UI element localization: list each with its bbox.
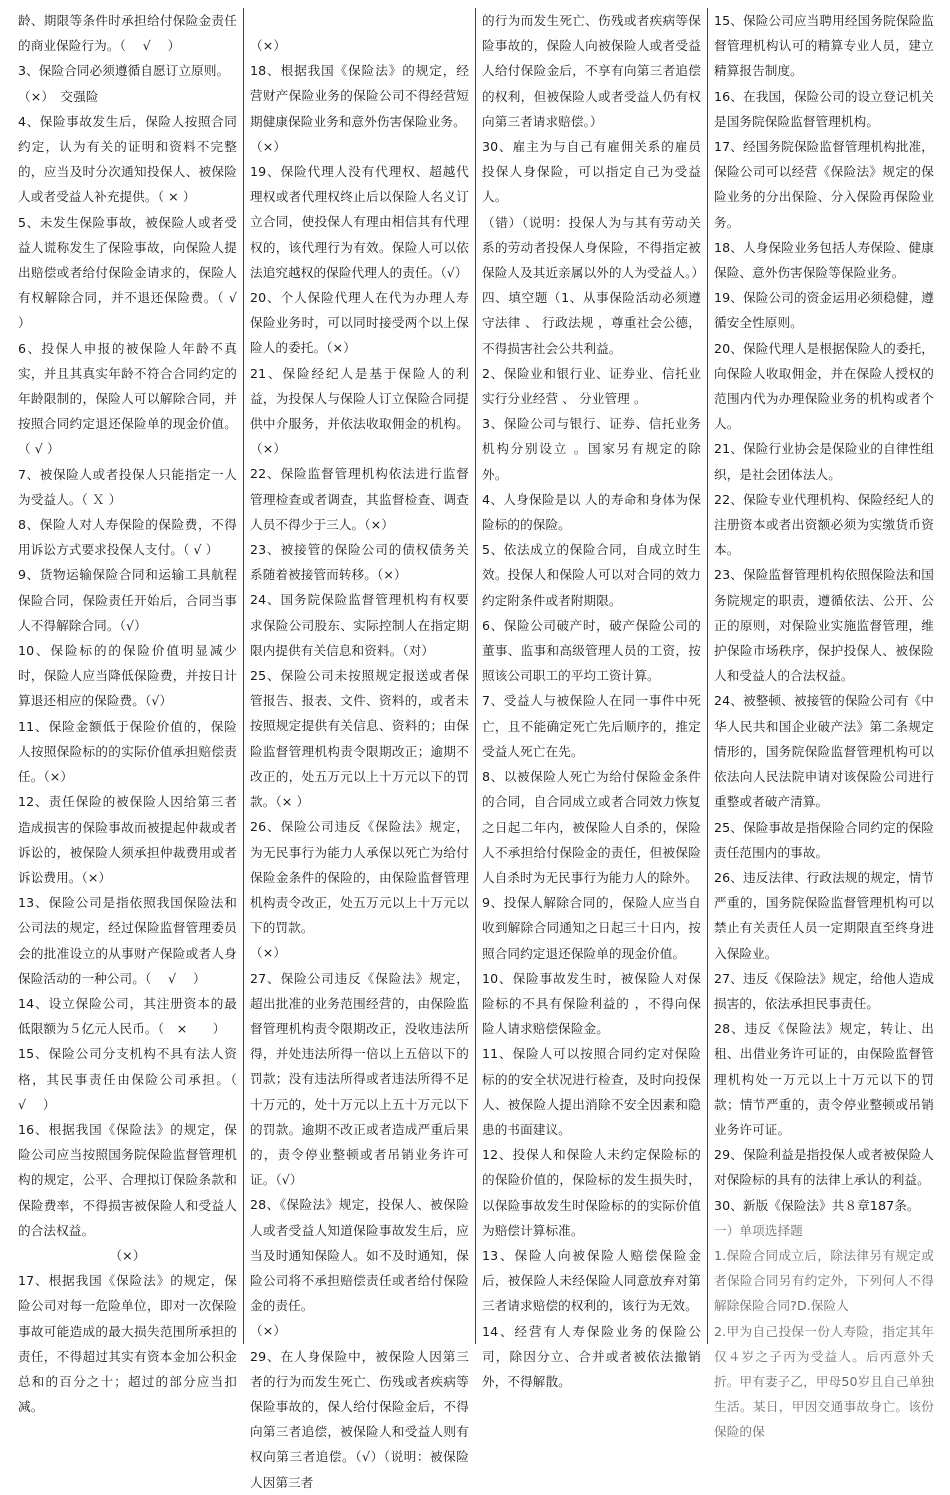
column-4 <box>708 8 940 1440</box>
paragraph: 13、保险公司是指依照我国保险法和公司法的规定，经过保险监督管理委员会的批准设立的从事财产保险或者人身保险活动的一种公司。（ √ ） <box>18 895 237 986</box>
paragraph: 20、个人保险代理人在代为办理人寿保险业务时，可以同时接受两个以上保险人的委托。（×） <box>250 290 469 356</box>
paragraph: 四、填空题（1、从事保险活动必须遵守法律 、 行政法规 ，尊重社会公德，不得损害社会公共利益。 <box>482 290 701 356</box>
paragraph: 12、投保人和保险人未约定保险标的的保险价值的，保险标的发生损失时，以保险事故发生时保险标的的实际价值为赔偿计算标准。 <box>482 1147 701 1238</box>
paragraph: （错）（说明：投保人为与其有劳动关系的劳动者投保人身保险，不得指定被保险人及其近亲属以外的人为受益人。） <box>482 214 705 281</box>
paragraph: 24、国务院保险监督管理机构有权要求保险公司股东、实际控制人在指定期限内提供有关信息和资料。（对） <box>250 592 469 658</box>
column-2 <box>244 8 476 1490</box>
paragraph: 6、保险公司破产时，破产保险公司的董事、监事和高级管理人员的工资，按照该公司职工的平均工资计算。 <box>482 617 701 684</box>
paragraph: 7、被保险人或者投保人只能指定一人为受益人。（ Ｘ ） <box>18 466 237 507</box>
paragraph: 26、违反法律、行政法规的规定，情节严重的，国务院保险监督管理机构可以禁止有关责任人员一定期限直至终身进入保险业。 <box>714 869 934 961</box>
paragraph: 的行为而发生死亡、伤残或者疾病等保险事故的，保险人向被保险人或者受益人给付保险金后，不享有向第三者追偿的权利，但被保险人或者受益人仍有权向第三者请求赔偿。） <box>482 13 701 129</box>
paragraph: 6、投保人申报的被保险人年龄不真实，并且其真实年龄不符合合同约定的年龄限制的，保险人可以解除合同，并按照合同约定退还保险单的现金价值。（ √ ） <box>18 340 237 457</box>
paragraph: 9、货物运输保险合同和运输工具航程保险合同，保险责任开始后，合同当事人不得解除合同。（√） <box>18 567 237 633</box>
column-3 <box>476 8 708 1389</box>
column-1 <box>12 8 254 1415</box>
paragraph: 21、保险经纪人是基于保险人的利益，为投保人与保险人订立保险合同提供中介服务，并依法收取佣金的机构。（×） <box>250 365 469 457</box>
paragraph: 16、在我国，保险公司的设立登记机关是国务院保险监督管理机构。 <box>714 88 934 129</box>
paragraph: 12、责任保险的被保险人因给第三者造成损害的保险事故而被提起仲裁或者诉讼的，被保险人须承担仲裁费用或者诉讼费用。（×） <box>18 794 237 885</box>
paragraph: 22、保险监督管理机构依法进行监督管理检查或者调查，其监督检查、调查人员不得少于三人。（×） <box>250 466 469 532</box>
paragraph: 28、违反《保险法》规定，转让、出租、出借业务许可证的，由保险监督管理机构处一万元以上十万元以下的罚款；情节严重的，责令停业整顿或吊销业务许可证。 <box>714 1021 934 1137</box>
paragraph: 18、人身保险业务包括人寿保险、健康保险、意外伤害保险等保险业务。 <box>714 239 934 281</box>
paragraph <box>250 8 469 33</box>
paragraph: 10、保险事故发生时，被保险人对保险标的不具有保险利益的 ，不得向保险人请求赔偿保险金。 <box>482 970 701 1037</box>
paragraph: 5、未发生保险事故，被保险人或者受益人谎称发生了保险事故，向保险人提出赔偿或者给付保险金请求的，保险人有权解除合同，并不退还保险费。（ √ ） <box>18 214 237 331</box>
paragraph: 27、违反《保险法》规定，给他人造成损害的，依法承担民事责任。 <box>714 970 934 1011</box>
paragraph: 19、保险公司的资金运用必须稳健，遵循安全性原则。 <box>714 290 934 331</box>
paragraph: 29、保险利益是指投保人或者被保险人对保险标的具有的法律上承认的利益。 <box>714 1147 934 1188</box>
paragraph: 21、保险行业协会是保险业的自律性组织，是社会团体法人。 <box>714 441 934 482</box>
paragraph: 13、保险人向被保险人赔偿保险金后，被保险人未经保险人同意放弃对第三者请求赔偿的权利的，该行为无效。 <box>482 1247 701 1314</box>
paragraph: 3、保险公司与银行、证券、信托业务机构分别设立 。国家另有规定的除外。 <box>482 416 701 482</box>
paragraph: 5、依法成立的保险合同，自成立时生效。投保人和保险人可以对合同的效力约定附条件或者附期限。 <box>482 542 701 608</box>
paragraph: 4、人身保险是以 人的寿命和身体为保险标的的保险。 <box>482 491 701 533</box>
paragraph: 11、保险金额低于保险价值的，保险人按照保险标的的实际价值承担赔偿责任。（×） <box>18 718 237 785</box>
paragraph: 8、以被保险人死亡为给付保险金条件的合同，自合同成立或者合同效力恢复之日起二年内，被保险人自杀的，保险人不承担给付保险金的责任，但被保险人自杀时为无民事行为能力人的除外。 <box>482 769 701 885</box>
paragraph: 8、保险人对人寿保险的保险费，不得用诉讼方式要求投保人支付。（ √ ） <box>18 517 237 558</box>
paragraph: 17、经国务院保险监督管理机构批准，保险公司可以经营《保险法》规定的保险业务的分出保险、分入保险再保险业务。 <box>714 139 934 230</box>
paragraph: 14、经营有人寿保险业务的保险公司，除因分立、合并或者被依法撤销外，不得解散。 <box>482 1323 701 1389</box>
paragraph: 23、被接管的保险公司的债权债务关系随着被接管而转移。（×） <box>250 542 469 583</box>
paragraph: 2、保险业和银行业、证券业、信托业实行分业经营 、 分业管理 。 <box>482 365 701 407</box>
paragraph: 27、保险公司违反《保险法》规定，超出批准的业务范围经营的，由保险监督管理机构责令限期改正，没收违法所得，并处违法所得一倍以上五倍以下的罚款；没有违法所得或者违法所得不足十万元的，处十万元以上五十万元以下的罚款。逾期不改正或者造成严重后果的，责令停业整顿或者吊销业务许可证。（√） <box>250 970 469 1188</box>
paragraph: 11、保险人可以按照合同约定对保险标的的安全状况进行检查，及时向投保人、被保险人提出消除不安全因素和隐患的书面建议。 <box>482 1046 701 1137</box>
paragraph: 26、保险公司违反《保险法》规定，为无民事行为能力人承保以死亡为给付保险金条件的保险的，由保险监督管理机构责令改正，处五万元以上十万元以下的罚款。 <box>250 819 469 936</box>
paragraph: （×） <box>109 1247 146 1263</box>
paragraph: 22、保险专业代理机构、保险经纪人的注册资本或者出资额必须为实缴货币资本。 <box>714 491 934 558</box>
paragraph: 4、保险事故发生后，保险人按照合同约定，认为有关的证明和资料不完整的，应当及时分次通知投保人、被保险人或者受益人补充提供。（ × ） <box>18 113 237 205</box>
paragraph: 2.甲为自己投保一份人寿险，指定其年仅４岁之子丙为受益人。后丙意外夭折。甲有妻子乙，甲母50岁且自己单独生活。某日，甲因交通事故身亡。该份保险的保 <box>714 1323 934 1440</box>
paragraph: 14、设立保险公司，其注册资本的最低限额为５亿元人民币。（ × ） <box>18 995 237 1037</box>
paragraph: 24、被整顿、被接管的保险公司有《中华人民共和国企业破产法》第二条规定情形的，国务院保险监督管理机构可以依法向人民法院申请对该保险公司进行重整或者破产清算。 <box>714 693 934 810</box>
paragraph: （×） <box>250 38 287 53</box>
paragraph: 30、雇主为与自己有雇佣关系的雇员投保人身保险，可以指定自己为受益人。 <box>482 139 701 205</box>
paragraph: 16、根据我国《保险法》的规定，保险公司应当按照国务院保险监督管理机构的规定，公平、合理拟订保险条款和保险费率，不得损害被保险人和受益人的合法权益。 <box>18 1121 237 1238</box>
paragraph: 29、在人身保险中，被保险人因第三者的行为而发生死亡、伤残或者疾病等保险事故的，保人给付保险金后，不得向第三者追偿，被保险人和受益人则有权向第三者追偿。（√）（说明：被保险人因第三者 <box>250 1348 469 1490</box>
paragraph: 20、保险代理人是根据保险人的委托，向保险人收取佣金，并在保险人授权的范围内代为办理保险业务的机构或者个人。 <box>714 340 934 432</box>
paragraph: 1.保险合同成立后，除法律另有规定或者保险合同另有约定外，下列何人不得解除保险合同?D.保险人 <box>714 1247 934 1314</box>
paragraph: 9、投保人解除合同的，保险人应当自收到解除合同通知之日起三十日内，按照合同约定退还保险单的现金价值。 <box>482 895 701 961</box>
paragraph: 30、新版《保险法》共８章187条。 <box>714 1197 920 1213</box>
paragraph: 28、《保险法》规定，投保人、被保险人或者受益人知道保险事故发生后，应当及时通知保险人。如不及时通知，保险公司将不承担赔偿责任或者给付保险金的责任。 <box>250 1197 469 1314</box>
paragraph: 18、根据我国《保险法》的规定，经营财产保险业务的保险公司不得经营短期健康保险业务和意外伤害保险业务。 <box>250 63 469 129</box>
paragraph: 19、保险代理人没有代理权、超越代理权或者代理权终止后以保险人名义订立合同，使投保人有理由相信其有代理权的，该代理行为有效。保险人可以依法追究越权的保险代理人的责任。（√） <box>250 164 469 280</box>
paragraph: 25、保险事故是指保险合同约定的保险责任范围内的事故。 <box>714 819 934 860</box>
paragraph: 17、根据我国《保险法》的规定，保险公司对每一危险单位，即对一次保险事故可能造成的最大损失范围所承担的责任，不得超过其实有资本金加公积金总和的百分之十；超过的部分应当扣减。 <box>18 1273 237 1415</box>
paragraph: 15、保险公司分支机构不具有法人资格，其民事责任由保险公司承担。（ √ ） <box>18 1046 254 1112</box>
paragraph: 一）单项选择题 <box>714 1222 803 1238</box>
paragraph: 15、保险公司应当聘用经国务院保险监督管理机构认可的精算专业人员，建立精算报告制度。 <box>714 13 934 79</box>
paragraph: 3、保险合同必须遵循自愿订立原则。 <box>18 63 230 79</box>
paragraph: （×） <box>250 945 287 961</box>
paragraph: （×） 交强险 <box>18 88 99 104</box>
paragraph: （×） <box>250 138 287 154</box>
paragraph: 23、保险监督管理机构依照保险法和国务院规定的职责，遵循依法、公开、公正的原则，对保险业实施监督管理，维护保险市场秩序，保护投保人、被保险人和受益人的合法权益。 <box>714 567 934 684</box>
paragraph: 7、受益人与被保险人在同一事件中死亡，且不能确定死亡先后顺序的，推定受益人死亡在先。 <box>482 693 701 759</box>
paragraph: 25、保险公司未按照规定报送或者保管报告、报表、文件、资料的，或者未按照规定提供有关信息、资料的；由保险监督管理机构责令限期改正；逾期不改正的，处五万元以上十万元以下的罚款。（× ） <box>250 668 469 810</box>
paragraph: （×） <box>250 1323 287 1339</box>
paragraph: 龄、期限等条件时承担给付保险金责任的商业保险行为。（ √ ） <box>18 13 237 54</box>
paragraph: 10、保险标的的保险价值明显减少时，保险人应当降低保险费，并按日计算退还相应的保险费。（√） <box>18 643 237 709</box>
